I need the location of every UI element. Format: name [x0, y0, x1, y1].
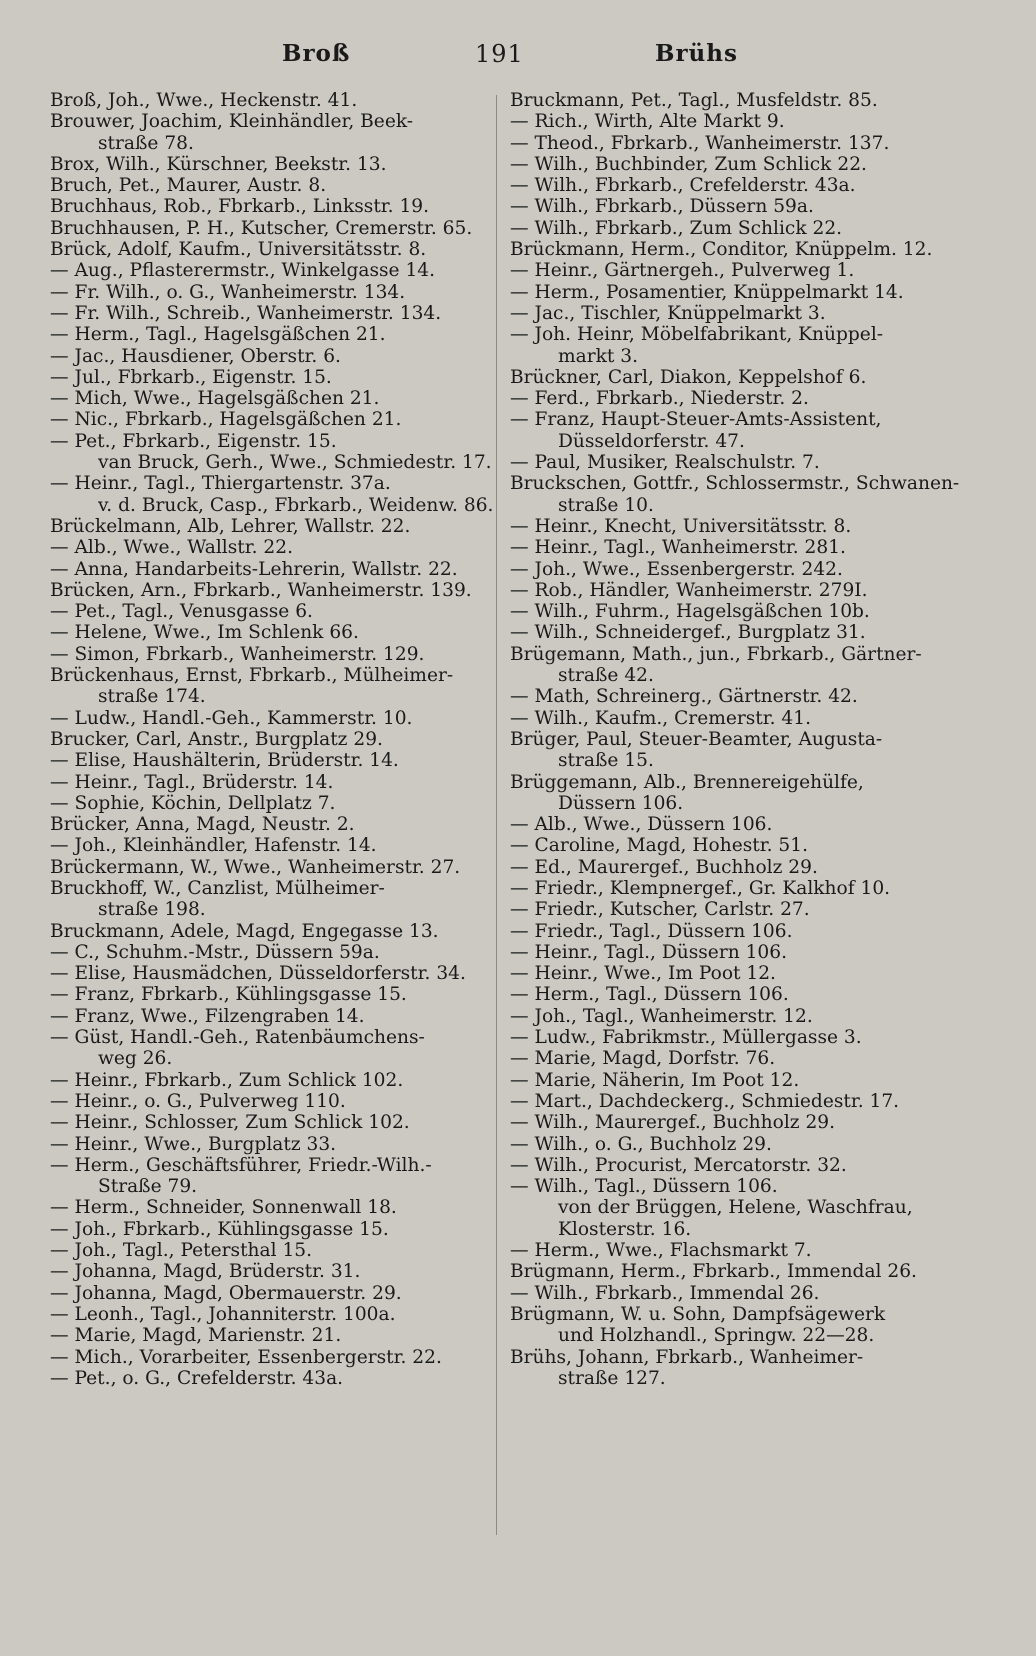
directory-entry: — Wilh., Fbrkarb., Crefelderstr. 43a. [510, 175, 856, 197]
directory-entry: — Wilh., Schneidergef., Burgplatz 31. [510, 622, 866, 644]
directory-entry: Bruch, Pet., Maurer, Austr. 8. [50, 175, 327, 197]
directory-entry: Brüger, Paul, Steuer-Beamter, Augusta- [510, 728, 883, 750]
directory-entry: markt 3. [558, 345, 638, 367]
header-right-keyword: Brühs [655, 40, 738, 67]
directory-entry: — Heinr., Tagl., Brüderstr. 14. [50, 771, 334, 793]
directory-entry: — Wilh., Procurist, Mercatorstr. 32. [510, 1154, 847, 1176]
directory-entry: — Pet., Fbrkarb., Eigenstr. 15. [50, 430, 337, 452]
directory-entry: — Ludw., Fabrikmstr., Müllergasse 3. [510, 1027, 862, 1049]
directory-entry: — Joh., Tagl., Petersthal 15. [50, 1240, 313, 1262]
directory-entry: straße 127. [558, 1367, 666, 1389]
right-column [510, 90, 990, 1389]
directory-entry: — Heinr., Gärtnergeh., Pulverweg 1. [510, 260, 855, 282]
directory-entry: straße 10. [558, 494, 654, 516]
directory-entry: — Alb., Wwe., Wallstr. 22. [50, 537, 293, 559]
directory-entry: van Bruck, Gerh., Wwe., Schmiedestr. 17. [98, 452, 492, 474]
directory-entry: — Theod., Fbrkarb., Wanheimerstr. 137. [510, 132, 890, 154]
directory-entry: — Heinr., Wwe., Burgplatz 33. [50, 1133, 337, 1155]
directory-entry: — Nic., Fbrkarb., Hagelsgäßchen 21. [50, 409, 402, 431]
column-divider [496, 95, 497, 1535]
directory-entry: straße 174. [98, 686, 206, 708]
directory-entry: Brückenhaus, Ernst, Fbrkarb., Mülheimer- [50, 665, 454, 687]
directory-entry: Brücker, Anna, Magd, Neustr. 2. [50, 814, 355, 836]
directory-entry: — Alb., Wwe., Düssern 106. [510, 814, 773, 836]
directory-entry: — Leonh., Tagl., Johanniterstr. 100a. [50, 1303, 396, 1325]
directory-entry: — Joh. Heinr, Möbelfabrikant, Knüppel- [510, 324, 884, 346]
directory-entry: — Heinr., Knecht, Universitätsstr. 8. [510, 515, 852, 537]
directory-entry: — Johanna, Magd, Brüderstr. 31. [50, 1261, 361, 1283]
directory-entry: — Wilh., Fbrkarb., Düssern 59a. [510, 196, 814, 218]
directory-entry: — Herm., Schneider, Sonnenwall 18. [50, 1197, 397, 1219]
directory-entry: Brox, Wilh., Kürschner, Beekstr. 13. [50, 153, 387, 175]
directory-entry: — Math, Schreinerg., Gärtnerstr. 42. [510, 686, 858, 708]
directory-entry: Brügemann, Math., jun., Fbrkarb., Gärtner- [510, 643, 922, 665]
directory-entry: — Heinr., Wwe., Im Poot 12. [510, 963, 776, 985]
directory-entry: — Friedr., Klempnergef., Gr. Kalkhof 10. [510, 877, 891, 899]
directory-entry: Bruchhaus, Rob., Fbrkarb., Linksstr. 19. [50, 196, 430, 218]
header-left-keyword: Broß [282, 40, 351, 67]
directory-entry: — Friedr., Tagl., Düssern 106. [510, 920, 793, 942]
directory-entry: — Pet., Tagl., Venusgasse 6. [50, 601, 313, 623]
directory-entry: — Heinr., Tagl., Wanheimerstr. 281. [510, 537, 846, 559]
directory-entry: — Wilh., o. G., Buchholz 29. [510, 1133, 772, 1155]
directory-entry: Düssern 106. [558, 792, 684, 814]
directory-entry: — Joh., Fbrkarb., Kühlingsgasse 15. [50, 1218, 389, 1240]
directory-entry: weg 26. [98, 1048, 173, 1070]
directory-entry: — Wilh., Maurergef., Buchholz 29. [510, 1112, 836, 1134]
directory-entry: Bruckhoff, W., Canzlist, Mülheimer- [50, 877, 385, 899]
directory-entry: — Herm., Posamentier, Knüppelmarkt 14. [510, 281, 904, 303]
directory-entry: — Mart., Dachdeckerg., Schmiedestr. 17. [510, 1090, 900, 1112]
directory-entry: — Herm., Geschäftsführer, Friedr.-Wilh.- [50, 1154, 432, 1176]
directory-entry: Brückner, Carl, Diakon, Keppelshof 6. [510, 366, 867, 388]
directory-entry: von der Brüggen, Helene, Waschfrau, [558, 1197, 913, 1219]
directory-entry: — Jul., Fbrkarb., Eigenstr. 15. [50, 366, 332, 388]
directory-entry: — Heinr., Tagl., Düssern 106. [510, 941, 787, 963]
directory-entry: Bruckmann, Pet., Tagl., Musfeldstr. 85. [510, 90, 878, 111]
directory-entry: straße 15. [558, 750, 654, 772]
directory-entry: — Elise, Hausmädchen, Düsseldorferstr. 34. [50, 963, 466, 985]
directory-entry: — Heinr., o. G., Pulverweg 110. [50, 1090, 346, 1112]
directory-entry: Brückmann, Herm., Conditor, Knüppelm. 12. [510, 239, 933, 261]
directory-entry: — C., Schuhm.-Mstr., Düssern 59a. [50, 941, 380, 963]
directory-entry: v. d. Bruck, Casp., Fbrkarb., Weidenw. 86. [98, 494, 494, 516]
directory-entry: — Herm., Tagl., Hagelsgäßchen 21. [50, 324, 386, 346]
directory-entry: — Paul, Musiker, Realschulstr. 7. [510, 452, 820, 474]
directory-entry: Brügmann, W. u. Sohn, Dampfsägewerk [510, 1303, 886, 1325]
directory-entry: — Fr. Wilh., Schreib., Wanheimerstr. 134. [50, 302, 442, 324]
directory-entry: Brühs, Johann, Fbrkarb., Wanheimer- [510, 1346, 864, 1368]
directory-entry: Brückermann, W., Wwe., Wanheimerstr. 27. [50, 856, 461, 878]
directory-entry: — Helene, Wwe., Im Schlenk 66. [50, 622, 359, 644]
directory-entry: — Rob., Händler, Wanheimerstr. 279I. [510, 579, 868, 601]
directory-entry: — Aug., Pflasterermstr., Winkelgasse 14. [50, 260, 436, 282]
directory-entry: Düsseldorferstr. 47. [558, 430, 745, 452]
directory-entry: — Rich., Wirth, Alte Markt 9. [510, 111, 785, 133]
directory-entry: — Jac., Hausdiener, Oberstr. 6. [50, 345, 341, 367]
directory-entry: — Joh., Tagl., Wanheimerstr. 12. [510, 1005, 813, 1027]
directory-entry: — Ferd., Fbrkarb., Niederstr. 2. [510, 388, 809, 410]
directory-entry: Brücken, Arn., Fbrkarb., Wanheimerstr. 139. [50, 579, 472, 601]
directory-entry: — Marie, Magd, Marienstr. 21. [50, 1325, 342, 1347]
directory-entry: — Jac., Tischler, Knüppelmarkt 3. [510, 302, 826, 324]
directory-entry: — Wilh., Fbrkarb., Zum Schlick 22. [510, 217, 843, 239]
directory-entry: Broß, Joh., Wwe., Heckenstr. 41. [50, 90, 358, 111]
directory-entry: Bruckschen, Gottfr., Schlossermstr., Schwanen- [510, 473, 960, 495]
directory-entry: — Ed., Maurergef., Buchholz 29. [510, 856, 818, 878]
directory-entry: — Franz, Fbrkarb., Kühlingsgasse 15. [50, 984, 407, 1006]
directory-entry: — Pet., o. G., Crefelderstr. 43a. [50, 1367, 344, 1389]
directory-entry: — Anna, Handarbeits-Lehrerin, Wallstr. 22. [50, 558, 458, 580]
page-number: 191 [475, 40, 524, 68]
directory-entry: Straße 79. [98, 1176, 198, 1198]
directory-entry: — Wilh., Buchbinder, Zum Schlick 22. [510, 153, 867, 175]
directory-entry: Klosterstr. 16. [558, 1218, 692, 1240]
directory-entry: — Herm., Tagl., Düssern 106. [510, 984, 789, 1006]
directory-entry: Brück, Adolf, Kaufm., Universitätsstr. 8. [50, 239, 427, 261]
directory-entry: — Wilh., Fuhrm., Hagelsgäßchen 10b. [510, 601, 870, 623]
directory-entry: — Güst, Handl.-Geh., Ratenbäumchens- [50, 1027, 425, 1049]
directory-entry: — Heinr., Schlosser, Zum Schlick 102. [50, 1112, 410, 1134]
directory-entry: — Johanna, Magd, Obermauerstr. 29. [50, 1282, 402, 1304]
directory-entry: — Caroline, Magd, Hohestr. 51. [510, 835, 808, 857]
directory-entry: — Heinr., Tagl., Thiergartenstr. 37a. [50, 473, 391, 495]
directory-entry: — Sophie, Köchin, Dellplatz 7. [50, 792, 336, 814]
directory-entry: — Simon, Fbrkarb., Wanheimerstr. 129. [50, 643, 425, 665]
directory-entry: straße 198. [98, 899, 206, 921]
directory-entry: Bruckmann, Adele, Magd, Engegasse 13. [50, 920, 439, 942]
directory-entry: — Joh., Kleinhändler, Hafenstr. 14. [50, 835, 377, 857]
directory-entry: Brückelmann, Alb, Lehrer, Wallstr. 22. [50, 515, 411, 537]
page-header [0, 40, 1036, 80]
directory-entry: — Franz, Wwe., Filzengraben 14. [50, 1005, 365, 1027]
directory-entry: — Marie, Näherin, Im Poot 12. [510, 1069, 800, 1091]
directory-entry: — Mich, Wwe., Hagelsgäßchen 21. [50, 388, 380, 410]
directory-entry: — Joh., Wwe., Essenbergerstr. 242. [510, 558, 843, 580]
directory-entry: — Wilh., Kaufm., Cremerstr. 41. [510, 707, 811, 729]
directory-entry: Bruchhausen, P. H., Kutscher, Cremerstr. 65. [50, 217, 473, 239]
directory-entry: — Wilh., Tagl., Düssern 106. [510, 1176, 778, 1198]
directory-entry: — Mich., Vorarbeiter, Essenbergerstr. 22. [50, 1346, 442, 1368]
directory-entry: straße 78. [98, 132, 194, 154]
directory-entry: Brouwer, Joachim, Kleinhändler, Beek- [50, 111, 414, 133]
directory-entry: — Elise, Haushälterin, Brüderstr. 14. [50, 750, 399, 772]
left-column [50, 90, 494, 1389]
directory-entry: — Wilh., Fbrkarb., Immendal 26. [510, 1282, 820, 1304]
directory-entry: — Marie, Magd, Dorfstr. 76. [510, 1048, 776, 1070]
directory-entry: — Herm., Wwe., Flachsmarkt 7. [510, 1240, 812, 1262]
directory-entry: — Franz, Haupt-Steuer-Amts-Assistent, [510, 409, 882, 431]
directory-entry: Brucker, Carl, Anstr., Burgplatz 29. [50, 728, 383, 750]
directory-entry: Brüggemann, Alb., Brennereigehülfe, [510, 771, 864, 793]
directory-entry: Brügmann, Herm., Fbrkarb., Immendal 26. [510, 1261, 917, 1283]
directory-entry: und Holzhandl., Springw. 22—28. [558, 1325, 875, 1347]
directory-entry: — Fr. Wilh., o. G., Wanheimerstr. 134. [50, 281, 406, 303]
directory-entry: — Heinr., Fbrkarb., Zum Schlick 102. [50, 1069, 404, 1091]
directory-entry: straße 42. [558, 665, 654, 687]
directory-entry: — Friedr., Kutscher, Carlstr. 27. [510, 899, 810, 921]
directory-entry: — Ludw., Handl.-Geh., Kammerstr. 10. [50, 707, 413, 729]
